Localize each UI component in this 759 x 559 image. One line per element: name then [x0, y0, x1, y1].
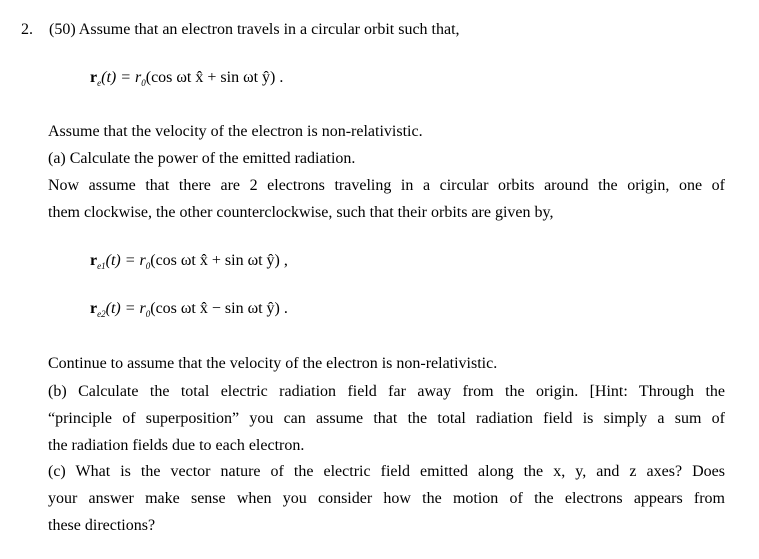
equation-orbit [90, 67, 283, 94]
problem-header [21, 20, 460, 40]
eq2-rhs: (cos ωt x̂ + sin ωt ŷ) , [150, 252, 288, 269]
eq1-r-subscript: 0 [141, 78, 146, 88]
eq2-subscript: e1 [97, 261, 106, 271]
eq1-subscript: e [97, 78, 102, 88]
text-two-electrons-1: Now assume that there are 2 electrons traveling in a circular orbits around the origin, one of [48, 177, 725, 194]
text-nonrelativistic-1: Assume that the velocity of the electron is non-relativistic. [48, 123, 423, 140]
eq2-vector: r [90, 252, 98, 269]
text-two-electrons-2: them clockwise, the other counterclockwise, such that their orbits are given by, [48, 204, 554, 221]
text-part-c-3: these directions? [48, 517, 156, 534]
eq1-arg: (t) = r [101, 69, 142, 86]
text-nonrelativistic-2: Continue to assume that the velocity of the electron is non-relativistic. [48, 355, 498, 372]
text-part-c-1: (c) What is the vector nature of the electric field emitted along the x, y, and z axes? Does [48, 463, 725, 480]
eq2-r-subscript: 0 [145, 261, 151, 271]
text-part-b-2: “principle of superposition” you can assume that the total radiation field is simply a sum of [48, 410, 725, 427]
text-part-a: (a) Calculate the power of the emitted radiation. [48, 150, 356, 167]
text-part-c-2: your answer make sense when you consider how the motion of the electrons appears from [48, 490, 725, 507]
equation-electron-2 [90, 298, 288, 325]
problem-number: 2. [21, 21, 33, 38]
equation-electron-1 [90, 250, 288, 277]
text-part-b-3: the radiation fields due to each electron. [48, 437, 305, 454]
text-part-b-1: (b) Calculate the total electric radiation field far away from the origin. [Hint: Through the [48, 383, 725, 400]
eq3-subscript: e2 [97, 309, 106, 319]
eq3-rhs: (cos ωt x̂ − sin ωt ŷ) . [150, 300, 288, 317]
eq2-arg: (t) = r [105, 252, 146, 269]
eq1-rhs: (cos ωt x̂ + sin ωt ŷ) . [145, 69, 284, 86]
problem-intro: Assume that an electron travels in a circular orbit such that, [78, 21, 460, 38]
eq3-vector: r [90, 300, 98, 317]
eq3-r-subscript: 0 [145, 309, 151, 319]
problem-points: (50) [49, 21, 76, 38]
eq1-vector: r [90, 69, 98, 86]
eq3-arg: (t) = r [105, 300, 146, 317]
